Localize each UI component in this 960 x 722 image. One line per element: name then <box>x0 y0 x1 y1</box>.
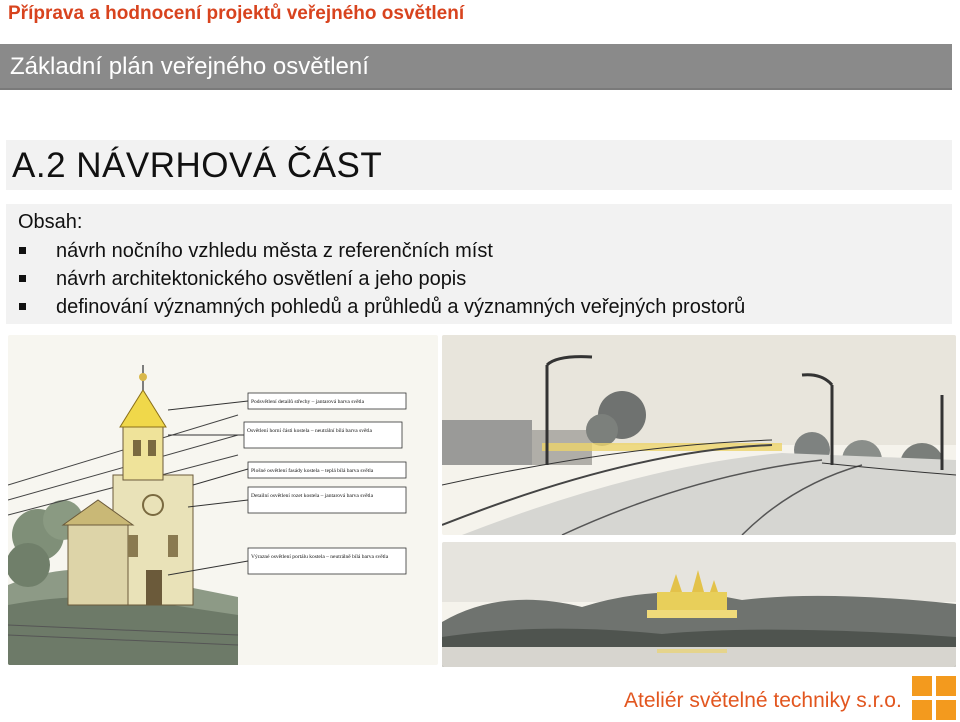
callout-portal: Výrazné osvětlení portálu kostela – neutrálně bílá barva světla <box>251 554 389 560</box>
church-lighting-sketch <box>8 335 438 665</box>
bullet-square-icon <box>19 275 26 282</box>
bullet-list <box>18 237 745 321</box>
bullet-square-icon <box>19 303 26 310</box>
bullet-square-icon <box>19 247 26 254</box>
bullet-item <box>18 293 745 321</box>
callout-roof: Podsvětlení detailů střechy – jantarová barva světla <box>251 399 365 405</box>
town-panorama-sketch <box>442 542 956 667</box>
bullet-item <box>18 265 745 293</box>
company-logo-icon <box>912 676 956 720</box>
section-title: A.2 NÁVRHOVÁ ČÁST <box>12 146 383 185</box>
subtitle-bar <box>0 44 952 90</box>
callout-facade: Plošné osvětlení fasády kostela – teplá bílá barva světla <box>251 468 374 474</box>
content-box <box>6 204 952 324</box>
contents-label: Obsah: <box>18 211 83 233</box>
bullet-text: návrh architektonického osvětlení a jeho popis <box>56 268 467 290</box>
section-heading-bar <box>6 140 952 190</box>
presentation-title: Příprava a hodnocení projektů veřejného osvětlení <box>8 3 465 24</box>
callout-rosettes: Detailní osvětlení rozet kostela – jantarová barva světla <box>251 493 374 499</box>
company-name: Ateliér světelné techniky s.r.o. <box>624 689 902 712</box>
callout-upper: Osvětlení horní části kostela – neutrální bílá barva světla <box>247 428 372 434</box>
bullet-item <box>18 237 745 265</box>
bullet-text: návrh nočního vzhledu města z referenčních míst <box>56 240 493 262</box>
bridge-night-sketch <box>442 335 956 535</box>
bullet-text: definování významných pohledů a průhledů a významných veřejných prostorů <box>56 296 746 318</box>
slide-subtitle: Základní plán veřejného osvětlení <box>10 53 369 80</box>
